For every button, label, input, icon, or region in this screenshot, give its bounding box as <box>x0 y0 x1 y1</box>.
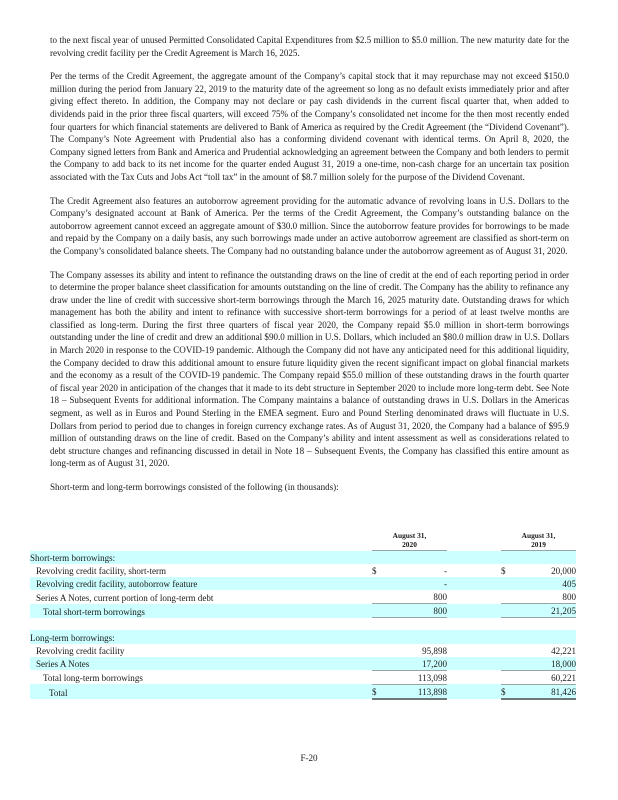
row-label: Total <box>30 684 343 699</box>
grand-total-row <box>30 684 576 699</box>
value-2019: 18,000 <box>511 657 576 671</box>
value-2019: 800 <box>511 590 576 604</box>
value-2019: 60,221 <box>511 670 576 684</box>
row-label: Series A Notes, current portion of long-term debt <box>36 592 214 603</box>
value-2020: 95,898 <box>422 645 447 656</box>
row-label: Total long-term borrowings <box>43 673 143 684</box>
document-body <box>50 34 569 494</box>
currency-symbol: $ <box>501 566 506 577</box>
currency-symbol: $ <box>501 684 511 699</box>
value-2019: 405 <box>511 577 576 590</box>
subtotal-row-long-term <box>30 670 576 684</box>
paragraph-refinance-assessment: The Company assesses its ability and intent to refinance the outstanding draws on the line of credit at the end of each reporting period in order to determine the proper balance sheet classification for amounts outstanding on the line of credit. The Company has the ability to refinance any draw under the line of credit with successive short-term borrowings through the March 16, 2025 maturity date. Outstanding draws for which management has both the ability and intent to refinance with successive short-term borrowings for a period of at least twelve months are classified as long-term. During the first three quarters of fiscal year 2020, the Company repaid $5.0 million in short-term borrowings outstanding under the line of credit and drew an additional $90.0 million in U.S. Dollars, which included an $80.0 million draw in U.S. Dollars in March 2020 in response to the COVID-19 pandemic. Although the Company did not have any anticipated need for this additional liquidity, the Company decided to draw this additional amount to ensure future liquidity given the recent significant impact on global financial markets and the economy as a result of the COVID-19 pandemic. The Company repaid $55.0 million of these outstanding draws in the fourth quarter of fiscal year 2020 in anticipation of the changes that it made to its debt structure in September 2020 to include more long-term debt. See Note 18 – Subsequent Events for additional information. The Company maintains a balance of outstanding draws in U.S. Dollars in the Americas segment, as well as in Euros and Pound Sterling in the EMEA segment. Euro and Pound Sterling denominated draws will fluctuate in U.S. Dollars from period to period due to changes in foreign currency exchange rates. As of August 31, 2020, the Company had a balance of $95.9 million of outstanding draws on the line of credit. Based on the Company’s ability and intent assessment as well as considerations related to debt structure changes and refinancing discussed in detail in Note 18 – Subsequent Events, the Company has classified this entire amount as long-term as of August 31, 2020. <box>50 269 569 469</box>
page-number: F-20 <box>300 753 318 763</box>
value-2020: 113,898 <box>382 684 447 699</box>
value-2020: 800 <box>382 604 447 618</box>
table-row <box>30 644 576 657</box>
value-2019: 20,000 <box>551 566 576 577</box>
spacer-row <box>30 618 576 631</box>
paragraph-maturity: to the next fiscal year of unused Permitted Consolidated Capital Expenditures from $2.5 million to $5.0 million. The new maturity date for the revolving credit facility per the Credit Agreement is March 16, 2025. <box>50 35 569 58</box>
value-2019: 21,205 <box>511 604 576 618</box>
table-row <box>30 590 576 604</box>
section-header-short-term: Short-term borrowings: <box>30 551 576 565</box>
currency-symbol: $ <box>372 684 382 699</box>
row-label: Revolving credit facility, autoborrow feature <box>30 577 343 590</box>
table-header-row <box>30 527 576 551</box>
value-2020: - <box>443 566 447 577</box>
value-2020: 800 <box>382 590 447 604</box>
row-label: Total short-term borrowings <box>30 604 343 618</box>
borrowings-table <box>30 527 576 700</box>
row-label: Series A Notes <box>30 657 343 671</box>
subtotal-row-short-term <box>30 604 576 618</box>
table-intro: Short-term and long-term borrowings consisted of the following (in thousands): <box>50 482 339 492</box>
table-row <box>30 564 576 577</box>
currency-symbol: $ <box>372 566 377 577</box>
paragraph-autoborrow: The Credit Agreement also features an autoborrow agreement providing for the automatic advance of revolving loans in U.S. Dollars to the Company’s designated account at Bank of America. Per the terms of the Credit Agreement, the Company’s outstanding balance on the autoborrow agreement cannot exceed an aggregate amount of $30.0 million. Since the autoborrow feature provides for borrowings to be made and repaid by the Company on a daily basis, any such borrowings made under an active autoborrow agreement are classified as short-term on the Company’s consolidated balance sheets. The Company had no outstanding balance under the autoborrow agreement as of August 31, 2020. <box>50 195 569 256</box>
section-header-long-term: Long-term borrowings: <box>30 630 576 643</box>
row-label: Revolving credit facility, short-term <box>36 566 167 577</box>
value-2020: 17,200 <box>382 657 447 671</box>
row-label: Revolving credit facility <box>36 645 125 656</box>
value-2020: 113,098 <box>382 670 447 684</box>
column-header-2019: August 31, 2019 <box>501 527 576 551</box>
value-2019: 42,221 <box>551 645 576 656</box>
column-header-2020: August 31, 2020 <box>372 527 447 551</box>
table-row <box>30 657 576 671</box>
paragraph-repurchase-dividend-covenant: Per the terms of the Credit Agreement, the aggregate amount of the Company’s capital stock that it may repurchase may not exceed $150.0 million during the period from January 22, 2019 to the maturity date of the agreement so long as no default exists immediately prior and after giving effect thereto. In addition, the Company may not declare or pay cash dividends in the current fiscal quarter that, when added to dividends paid in the prior three fiscal quarters, will exceed 75% of the Company’s consolidated net income for the then most recently ended four quarters for which financial statements are delivered to Bank of America as required by the Credit Agreement (the “Dividend Covenant”). The Company’s Note Agreement with Prudential also has a conforming dividend covenant with identical terms. On April 8, 2020, the Company signed letters from Bank and America and Prudential acknowledging an agreement between the Company and both lenders to permit the Company to add back to its net income for the quarter ended August 31, 2019 a one-time, non-cash charge for an uncertain tax position associated with the Tax Cuts and Jobs Act “toll tax” in the amount of $8.7 million solely for the purpose of the Dividend Covenant. <box>50 71 569 182</box>
value-2019: 81,426 <box>511 684 576 699</box>
table-row <box>30 577 576 590</box>
value-2020: - <box>382 577 447 590</box>
